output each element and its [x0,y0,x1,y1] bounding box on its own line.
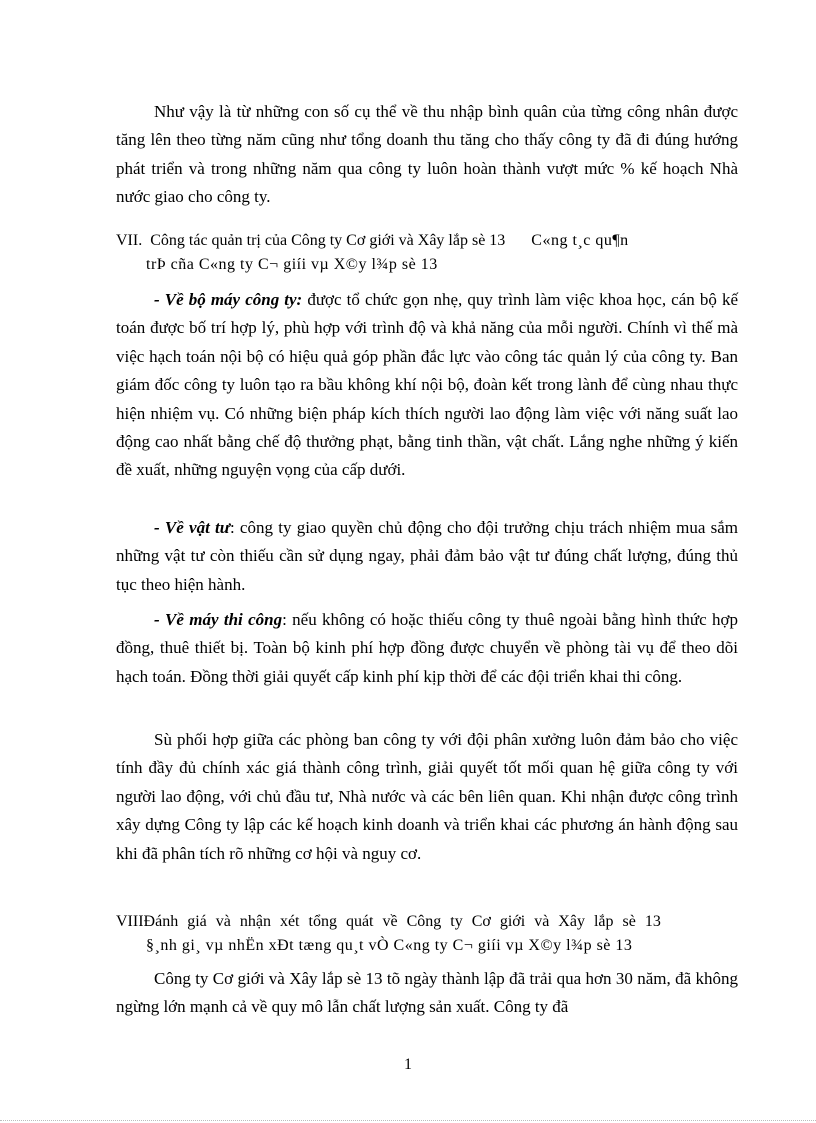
paragraph-coordination: Sù phối hợp giữa các phòng ban công ty với đội phân xưởng luôn đảm bảo cho việc tính đầy đủ chính xác giá thành công trình, giải quyết tốt mối quan hệ giữa công ty với người lao động, với chủ đầu tư, Nhà nước và các bên liên quan. Khi nhận được công trình xây dựng Công ty lập các kế hoạch kinh doanh và triển khai các phương án hành động sau khi đã phân tích rõ những cơ hội và nguy cơ. [116,730,738,863]
heading-viii-garbled: §¸nh gi¸ vµ nhËn xÐt tæng qu¸t vÒ C«ng ty C¬ giíi vµ X©y l¾p sè 13 [146,937,633,954]
paragraph-machinery: - Về máy thi công: nếu không có hoặc thiếu công ty thuê ngoài bằng hình thức hợp đồng, thuê thiết bị. Toàn bộ kinh phí hợp đồng được chuyển về phòng tài vụ để theo dõi hạch toán. Đồng thời giải quyết cấp kinh phí kịp thời để các đội triển khai thi công. [116,610,738,686]
page-number: 1 [404,1056,412,1073]
org-structure-label: - Về bộ máy công ty: [154,290,303,309]
heading-section-viii [116,910,746,958]
paragraph-materials: - Về vật tư: công ty giao quyền chủ động cho đội trưởng chịu trách nhiệm mua sắm những vật tư còn thiếu cần sử dụng ngay, phải đảm bảo vật tư đúng chất lượng, đúng thủ tục theo hiện hành. [116,518,738,594]
heading-section-vii [116,229,746,277]
heading-viii-title: VIIIĐánh giá và nhận xét tổng quát về Công ty Cơ giới và Xây lắp sè 13 [116,913,661,930]
page-bottom-divider [0,1120,816,1121]
heading-vii-number: VII. [116,232,143,249]
paragraph-income-summary: Như vậy là từ những con số cụ thể về thu nhập bình quân của từng công nhân được tăng lên theo từng năm cũng như tổng doanh thu tăng cho thấy công ty đã đi đúng hướng phát triển và trong những năm qua công ty luôn hoàn thành vượt mức % kế hoạch Nhà nước giao cho công ty. [116,102,738,207]
machinery-label: - Về máy thi công [154,610,283,629]
materials-label: - Về vật tư [154,518,230,537]
heading-vii-garbled-2: trÞ cña C«ng ty C¬ giíi vµ X©y l¾p sè 13 [146,256,438,273]
heading-vii-garbled-1: C«ng t¸c qu¶n [531,232,629,249]
heading-vii-title: Công tác quản trị của Công ty Cơ giới và Xây lắp sè 13 [150,232,506,249]
paragraph-org-structure: - Về bộ máy công ty: được tổ chức gọn nhẹ, quy trình làm việc khoa học, cán bộ kế toán được bố trí hợp lý, phù hợp với trình độ và khả năng của mỗi người. Chính vì thế mà việc hạch toán nội bộ có hiệu quả góp phần đắc lực vào công tác quản lý của công ty. Ban giám đốc công ty luôn tạo ra bầu không khí nội bộ, đoàn kết trong lành để cùng nhau thực hiện nhiệm vụ. Có những biện pháp kích thích người lao động làm việc với năng suất lao động cao nhất bằng chế độ thưởng phạt, bằng tinh thần, vật chất. Lắng nghe những ý kiến đề xuất, những nguyện vọng của cấp dưới. [116,290,738,480]
paragraph-company-overview: Công ty Cơ giới và Xây lắp sè 13 tõ ngày thành lập đã trải qua hơn 30 năm, đã không ngừng lớn mạnh cả về quy mô lẫn chất lượng sản xuất. Công ty đã [116,969,738,1017]
